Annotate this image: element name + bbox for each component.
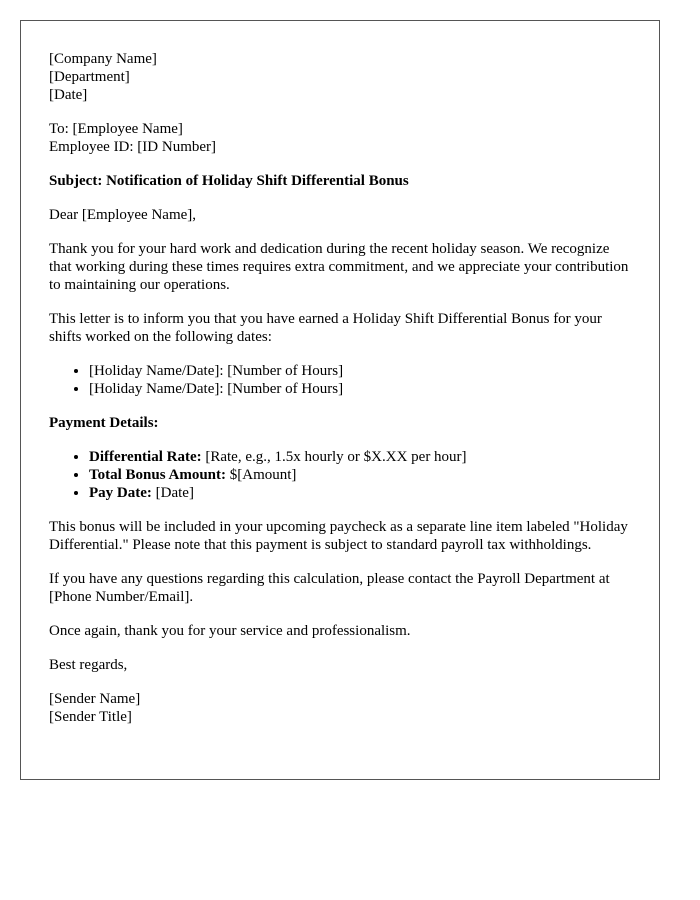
- sender-name: [Sender Name]: [49, 691, 141, 707]
- sender-title: [Sender Title]: [49, 709, 132, 725]
- department: [Department]: [49, 69, 130, 85]
- shift-item: • [Holiday Name/Date]: [Number of Hours]: [89, 380, 631, 398]
- paragraph-paycheck: This bonus will be included in your upcoming paycheck as a separate line item labeled "Holiday Differential." Please note that this payment is subject to standard payroll tax withholdings.: [49, 519, 628, 553]
- letter-header: [49, 50, 631, 104]
- signature-block: [49, 690, 631, 726]
- shift-item: • [Holiday Name/Date]: [Number of Hours]: [89, 362, 631, 380]
- company-name: [Company Name]: [49, 51, 157, 67]
- recipient-block: [49, 120, 631, 156]
- payment-item-label: Pay Date:: [89, 485, 152, 501]
- paragraph-thanks: Thank you for your hard work and dedication during the recent holiday season. We recognize that working during these times requires extra commitment, and we appreciate your contribution to maintaining our operations.: [49, 241, 629, 293]
- shift-list: [49, 362, 631, 398]
- payment-item-value: [Date]: [151, 485, 194, 501]
- payment-item-total: [89, 466, 631, 484]
- letter: [20, 20, 660, 780]
- payment-item-value: [Rate, e.g., 1.5x hourly or $X.XX per hour]: [201, 449, 467, 465]
- payment-item-rate: [89, 448, 631, 466]
- paragraph-thanks-again: Once again, thank you for your service and professionalism.: [49, 623, 411, 639]
- paragraph-questions: If you have any questions regarding this calculation, please contact the Payroll Department at [Phone Number/Email].: [49, 571, 610, 605]
- payment-item-pay-date: [89, 484, 631, 502]
- closing: Best regards,: [49, 657, 128, 673]
- salutation: Dear [Employee Name],: [49, 207, 197, 223]
- recipient-name: To: [Employee Name]: [49, 121, 183, 137]
- payment-item-value: $[Amount]: [226, 467, 297, 483]
- payment-item-label: Differential Rate:: [89, 449, 202, 465]
- subject-line: Subject: Notification of Holiday Shift Differential Bonus: [49, 173, 409, 189]
- paragraph-inform: This letter is to inform you that you have earned a Holiday Shift Differential Bonus for your shifts worked on the following dates:: [49, 311, 602, 345]
- payment-details-list: [49, 448, 631, 502]
- payment-item-label: Total Bonus Amount:: [89, 467, 226, 483]
- employee-id: Employee ID: [ID Number]: [49, 139, 217, 155]
- payment-details-heading: Payment Details:: [49, 415, 159, 431]
- letter-date: [Date]: [49, 87, 88, 103]
